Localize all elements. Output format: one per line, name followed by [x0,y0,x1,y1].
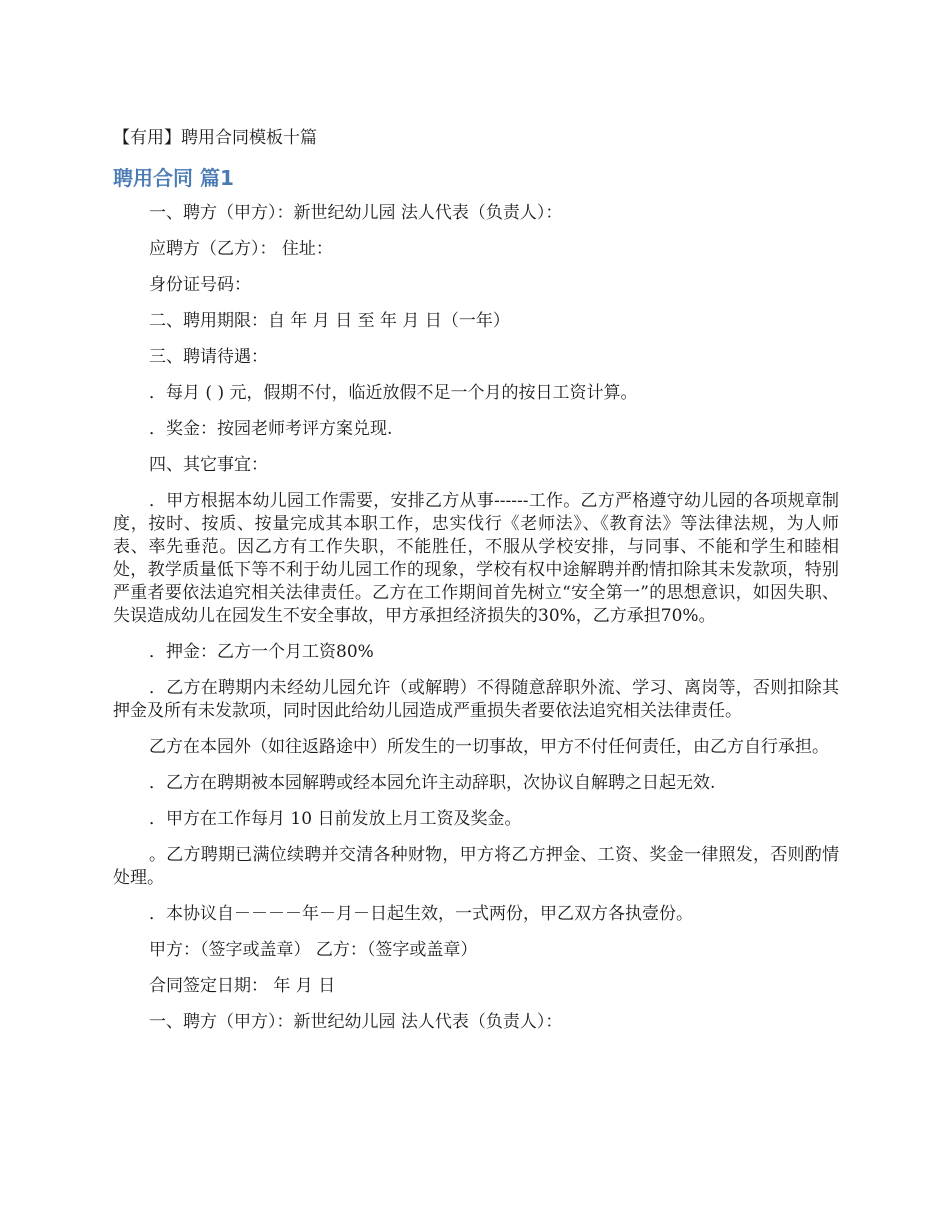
paragraph-term: 二、聘用期限：自 年 月 日 至 年 月 日（一年） [149,311,510,331]
document-title: 【有用】聘用合同模板十篇 [113,128,317,148]
paragraph-bonus: ．奖金：按园老师考评方案兑现. [149,419,393,439]
paragraph-payday: ．甲方在工作每月 10 日前发放上月工资及奖金。 [149,809,522,829]
paragraph-resignation: ．乙方在聘期内未经幼儿园允许（或解聘）不得随意辞职外流、学习、离岗等，否则扣除其押金及所有未发款项，同时因此给幼儿园造成严重损失者要依法追究相关法律责任。 [113,678,839,721]
section-heading: 聘用合同 篇1 [113,166,234,190]
document-body [113,202,839,1047]
paragraph-sign-date: 合同签定日期： 年 月 日 [149,976,336,996]
paragraph-effective-date: ．本协议自－－－－年－月－日起生效，一式两份，甲乙双方各执壹份。 [149,904,693,924]
paragraph-duties: ．甲方根据本幼儿园工作需要，安排乙方从事------工作。乙方严格遵守幼儿园的各项规章制度，按时、按质、按量完成其本职工作，忠实伐行《老师法》、《教育法》等法律法规，为人师表、率先垂范。因乙方有工作失职，不能胜任，不服从学校安排，与同事、不能和学生和睦相处，教学质量低下等不利于幼儿园工作的现象，学校有权中途解聘并酌情扣除其未发款项，特别严重者要依法追究相关法律责任。乙方在工作期间首先树立“安全第一”的思想意识，如因失职、失误造成幼儿在园发生不安全事故，甲方承担经济损失的30%，乙方承担70%。 [113,491,839,626]
paragraph-liability: 乙方在本园外（如往返路途中）所发生的一切事故，甲方不付任何责任，由乙方自行承担。 [149,737,829,757]
paragraph-other-matters-heading: 四、其它事宜： [149,455,268,475]
paragraph-party-b: 应聘方（乙方）： 住址： [149,239,333,259]
paragraph-termination: ．乙方在聘期被本园解聘或经本园允许主动辞职，次协议自解聘之日起无效. [149,773,716,793]
paragraph-id-number: 身份证号码： [149,275,251,295]
paragraph-benefits-heading: 三、聘请待遇： [149,347,268,367]
paragraph-renewal: 。乙方聘期已满位续聘并交清各种财物，甲方将乙方押金、工资、奖金一律照发，否则酌情处理。 [113,845,839,888]
paragraph-deposit: ．押金：乙方一个月工资80% [149,642,374,662]
paragraph-signatures: 甲方：（签字或盖章） 乙方：（签字或盖章） [149,940,478,960]
paragraph-monthly-pay: ．每月 ( ) 元，假期不付，临近放假不足一个月的按日工资计算。 [149,383,638,403]
paragraph-party-a-repeat: 一、聘方（甲方）：新世纪幼儿园 法人代表（负责人）： [149,1012,563,1032]
paragraph-party-a: 一、聘方（甲方）：新世纪幼儿园 法人代表（负责人）： [149,203,563,223]
